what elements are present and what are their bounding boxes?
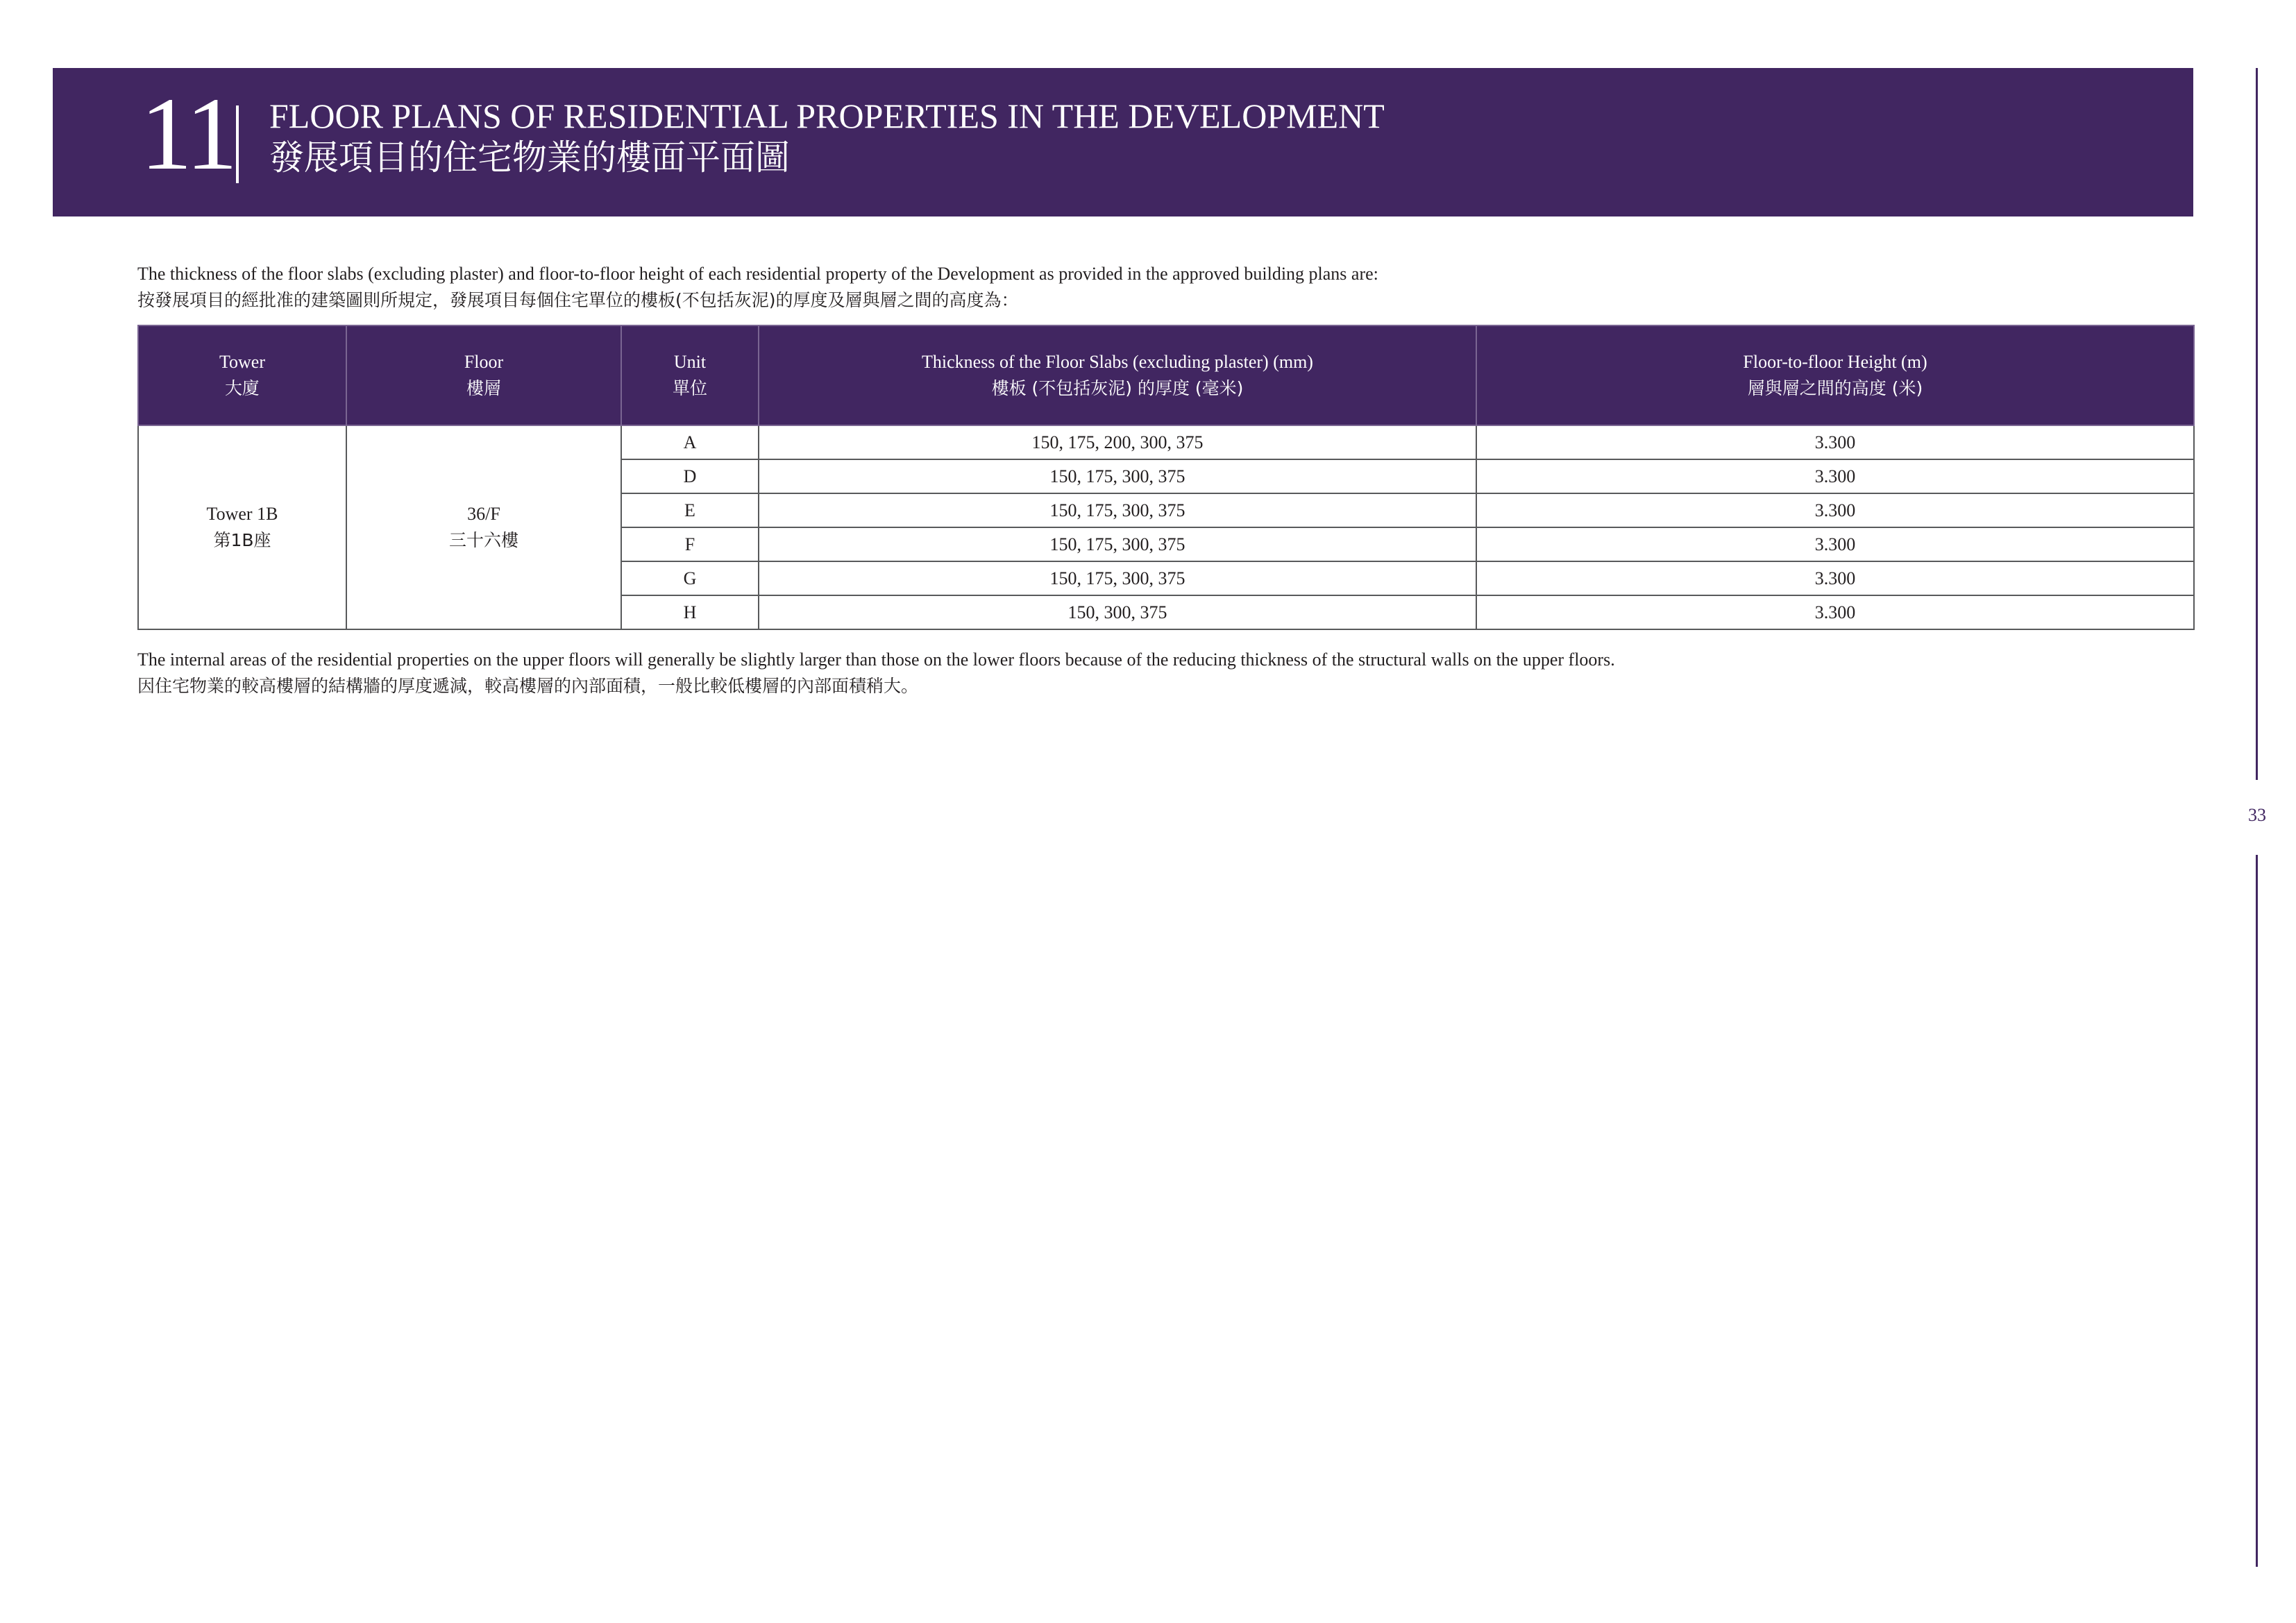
header-slab-thickness: Thickness of the Floor Slabs (excluding plaster) (mm) 樓板 (不包括灰泥) 的厚度 (毫米) bbox=[759, 325, 1476, 425]
unit-cell: D bbox=[621, 459, 759, 493]
height-cell: 3.300 bbox=[1476, 561, 2194, 595]
section-title-zh: 發展項目的住宅物業的樓面平面圖 bbox=[269, 137, 790, 178]
height-cell: 3.300 bbox=[1476, 595, 2194, 629]
intro-text-en: The thickness of the floor slabs (excluding plaster) and floor-to-floor height of each residential property of the Development as provided in the approved building plans are: bbox=[137, 264, 1378, 284]
header-tower: Tower 大廈 bbox=[138, 325, 346, 425]
footnote-paragraph bbox=[137, 647, 1615, 699]
section-header bbox=[53, 68, 2193, 216]
thickness-cell: 150, 175, 300, 375 bbox=[759, 561, 1476, 595]
footnote-text-en: The internal areas of the residential properties on the upper floors will generally be slightly larger than those on the lower floors because of the reducing thickness of the structural walls on the upper floors. bbox=[137, 649, 1615, 670]
table-header-row bbox=[138, 325, 2194, 425]
unit-cell: A bbox=[621, 425, 759, 459]
thickness-cell: 150, 300, 375 bbox=[759, 595, 1476, 629]
section-number: 11 bbox=[140, 76, 235, 192]
page-number: 33 bbox=[2248, 805, 2266, 825]
section-title-en: FLOOR PLANS OF RESIDENTIAL PROPERTIES IN THE DEVELOPMENT bbox=[269, 96, 1385, 135]
floor-cell: 36/F 三十六樓 bbox=[346, 425, 621, 629]
unit-cell: E bbox=[621, 493, 759, 527]
footnote-text-zh: 因住宅物業的較高樓層的結構牆的厚度遞減，較高樓層的內部面積，一般比較低樓層的內部面積稍大。 bbox=[137, 676, 919, 696]
floor-slab-table bbox=[137, 325, 2195, 630]
header-floor-height: Floor-to-floor Height (m) 層與層之間的高度 (米) bbox=[1476, 325, 2194, 425]
intro-paragraph bbox=[137, 261, 1378, 314]
tower-cell: Tower 1B 第1B座 bbox=[138, 425, 346, 629]
thickness-cell: 150, 175, 300, 375 bbox=[759, 459, 1476, 493]
thickness-cell: 150, 175, 200, 300, 375 bbox=[759, 425, 1476, 459]
unit-cell: H bbox=[621, 595, 759, 629]
margin-rule-bottom bbox=[2256, 855, 2258, 1567]
table-row bbox=[138, 425, 2194, 459]
height-cell: 3.300 bbox=[1476, 527, 2194, 561]
header-unit: Unit 單位 bbox=[621, 325, 759, 425]
intro-text-zh: 按發展項目的經批准的建築圖則所規定，發展項目每個住宅單位的樓板(不包括灰泥)的厚度及層與層之間的高度為： bbox=[137, 290, 1019, 310]
height-cell: 3.300 bbox=[1476, 493, 2194, 527]
unit-cell: F bbox=[621, 527, 759, 561]
margin-rule-top bbox=[2256, 68, 2258, 780]
unit-cell: G bbox=[621, 561, 759, 595]
header-divider bbox=[236, 105, 239, 183]
height-cell: 3.300 bbox=[1476, 459, 2194, 493]
header-floor: Floor 樓層 bbox=[346, 325, 621, 425]
thickness-cell: 150, 175, 300, 375 bbox=[759, 527, 1476, 561]
height-cell: 3.300 bbox=[1476, 425, 2194, 459]
thickness-cell: 150, 175, 300, 375 bbox=[759, 493, 1476, 527]
